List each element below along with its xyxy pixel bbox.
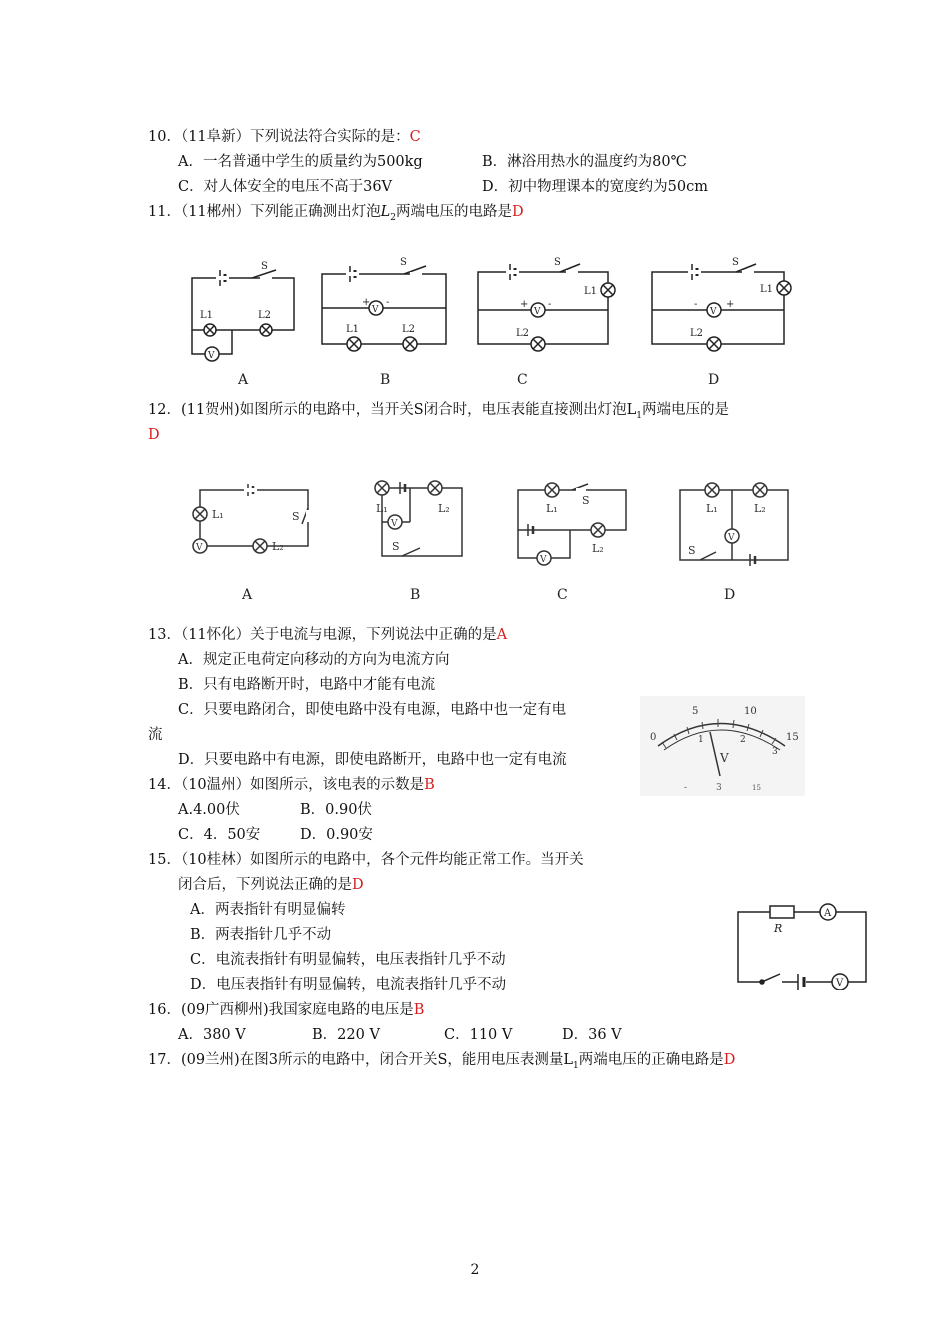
q15-stem: 15．（10桂林）如图所示的电路中，各个元件均能正常工作。当开关 [148, 852, 584, 868]
svg-text:L₂: L₂ [592, 542, 604, 555]
svg-text:+: + [520, 299, 529, 310]
svg-text:15: 15 [752, 784, 761, 792]
svg-text:L2: L2 [690, 328, 704, 339]
q13-option-c-cont: 流 [148, 727, 163, 743]
svg-text:+: + [362, 297, 371, 308]
svg-text:S: S [688, 544, 696, 557]
q13-option-c: C．只要电路闭合，即使电路中没有电源，电路中也一定有电 [178, 702, 567, 718]
q15-resistor-label: R [774, 922, 783, 935]
svg-text:V: V [710, 307, 717, 317]
svg-text:L2: L2 [516, 328, 530, 339]
svg-text:L1: L1 [346, 324, 360, 335]
svg-text:V: V [391, 519, 398, 529]
q15-option-b: B．两表指针几乎不动 [190, 927, 332, 943]
q13-stem: 13．（11怀化）关于电流与电源，下列说法中正确的是A [148, 627, 508, 643]
svg-text:+: + [726, 299, 735, 310]
svg-text:L2: L2 [402, 324, 416, 335]
q15-option-c: C．电流表指针有明显偏转，电压表指针几乎不动 [190, 952, 506, 968]
q14-option-b: B．0.90伏 [300, 802, 372, 818]
q15-circuit-figure [730, 900, 870, 990]
q16-answer: B [413, 1002, 425, 1018]
q15-stem-cont: 闭合后，下列说法正确的是D [178, 877, 364, 893]
q14-answer: B [424, 777, 435, 793]
svg-text:3: 3 [716, 783, 722, 793]
q11-stem: 11．（11郴州）下列能正确测出灯泡$L_2$两端电压的电路是D [148, 204, 524, 223]
svg-text:V: V [728, 533, 735, 543]
svg-text:L₁: L₁ [376, 502, 388, 515]
q10-option-d: D．初中物理课本的宽度约为50cm [482, 179, 708, 195]
meter-unit: V [720, 751, 729, 765]
q15-option-a: A．两表指针有明显偏转 [190, 902, 346, 918]
q11-circuit-c [478, 264, 615, 351]
q12-label-a: A [242, 587, 253, 603]
q14-option-c: C．4．50安 [178, 827, 261, 843]
q12-stem: 12．(11贺州)如图所示的电路中，当开关S闭合时，电压表能直接测出灯泡$L_1$两端电压的是 [148, 402, 730, 421]
svg-text:L₁: L₁ [212, 508, 224, 521]
svg-text:S: S [554, 257, 561, 268]
svg-text:L1: L1 [760, 284, 774, 295]
svg-text:-: - [694, 299, 698, 310]
q16-option-a: A．380 V [178, 1027, 246, 1043]
q12-answer-line [148, 425, 160, 445]
meter-scale-10: 10 [744, 706, 757, 717]
svg-text:S: S [582, 494, 590, 507]
q12-label-d: D [724, 587, 736, 603]
q16-option-c: C．110 V [444, 1027, 513, 1043]
q15-voltmeter-label: V [836, 978, 844, 989]
q13-option-b: B．只有电路断开时，电路中才能有电流 [178, 677, 436, 693]
meter-scale-1: 1 [698, 735, 704, 745]
svg-text:L₂: L₂ [754, 502, 766, 515]
svg-text:V: V [196, 543, 203, 553]
q12-label-c: C [557, 587, 568, 603]
q11-label-c: C [517, 372, 528, 388]
page-number: 2 [470, 1262, 480, 1278]
q15-option-d: D．电压表指针有明显偏转，电流表指针几乎不动 [190, 977, 507, 993]
q13-option-a: A．规定正电荷定向移动的方向为电流方向 [178, 652, 450, 668]
svg-text:L₂: L₂ [438, 502, 450, 515]
q16-option-d: D．36 V [562, 1027, 622, 1043]
q11-a-switch-label: S [261, 261, 268, 272]
svg-text:L₁: L₁ [706, 502, 718, 515]
svg-text:-: - [684, 783, 688, 793]
svg-text:-: - [386, 297, 390, 308]
q17-answer: D [723, 1052, 736, 1068]
q11-a-l2-label: L2 [258, 310, 272, 321]
q12-answer: D [148, 427, 160, 443]
meter-scale-15: 15 [786, 732, 799, 743]
q16-option-b: B．220 V [312, 1027, 380, 1043]
svg-text:S: S [392, 540, 400, 553]
q11-circuit-b [322, 266, 446, 351]
q10-option-a: A．一名普通中学生的质量约为500kg [178, 154, 423, 170]
q16-stem: 16．(09广西柳州)我国家庭电路的电压是B [148, 1002, 425, 1018]
svg-text:V: V [208, 351, 215, 361]
q14-option-d: D．0.90安 [300, 827, 373, 843]
meter-scale-5: 5 [692, 706, 699, 717]
q11-b-switch-label: S [400, 257, 407, 268]
q12-circuit-b [375, 481, 462, 556]
q11-label-b: B [380, 372, 391, 388]
q12-label-b: B [410, 587, 421, 603]
svg-text:L1: L1 [584, 286, 598, 297]
q14-meter-figure [640, 696, 805, 796]
q14-stem: 14．（10温州）如图所示，该电表的示数是B [148, 777, 435, 793]
q12-circuit-d [680, 483, 788, 566]
q11-label-a: A [238, 372, 249, 388]
svg-text:V: V [372, 305, 379, 315]
meter-scale-0: 0 [650, 732, 657, 743]
meter-scale-2: 2 [740, 735, 746, 745]
q10-answer: C [409, 129, 421, 145]
q11-circuit-figure [180, 252, 800, 392]
q11-circuit-d [652, 264, 791, 351]
svg-text:S: S [732, 257, 739, 268]
q17-stem: 17．(09兰州)在图3所示的电路中，闭合开关S，能用电压表测量$L_1$两端电压的正确电路是D [148, 1052, 736, 1071]
svg-text:V: V [534, 307, 541, 317]
q13-option-d: D．只要电路中有电源，即使电路断开，电路中也一定有电流 [178, 752, 567, 768]
svg-text:S: S [292, 510, 300, 523]
svg-text:-: - [548, 299, 552, 310]
q11-label-d: D [708, 372, 720, 388]
q14-option-a: A.4.00伏 [178, 802, 240, 818]
q11-answer: D [512, 204, 524, 220]
q12-circuit-figure [180, 472, 800, 607]
q10-option-b: B．淋浴用热水的温度约为80℃ [482, 154, 687, 170]
q15-ammeter-label: A [824, 908, 832, 919]
meter-scale-3: 3 [772, 747, 778, 757]
svg-text:L₂: L₂ [272, 540, 284, 553]
q10-option-c: C．对人体安全的电压不高于36V [178, 179, 393, 195]
svg-text:L₁: L₁ [546, 502, 558, 515]
q10-stem: 10．（11阜新）下列说法符合实际的是：C [148, 129, 421, 145]
q11-a-l1-label: L1 [200, 310, 214, 321]
svg-text:V: V [540, 555, 547, 565]
q12-circuit-c [518, 483, 626, 565]
q15-answer: D [352, 877, 364, 893]
q13-answer: A [496, 627, 508, 643]
